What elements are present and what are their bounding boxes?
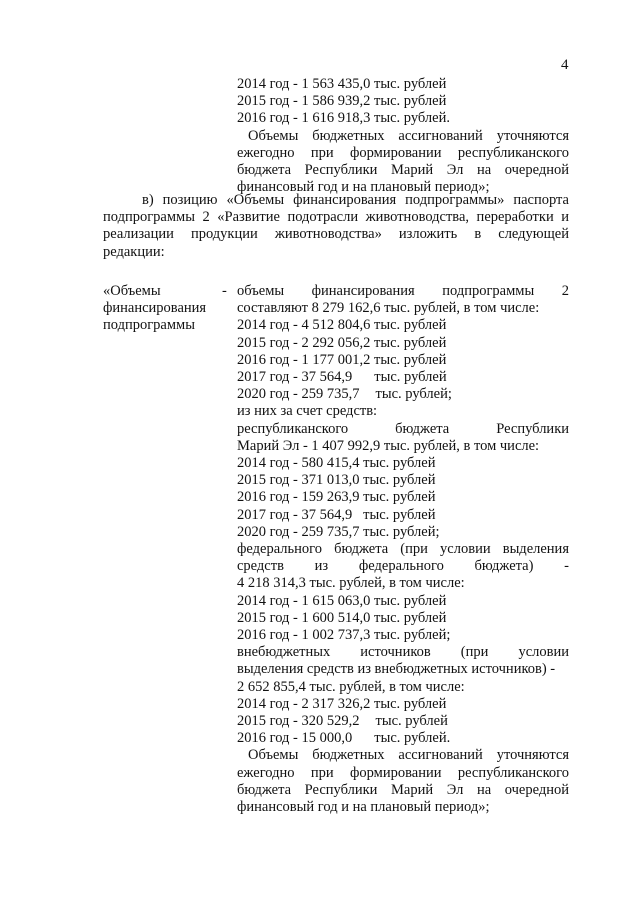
note-line: бюджета Республики Марий Эл на очередной (237, 781, 569, 798)
year-line: 2015 год - 1 600 514,0 тыс. рублей (237, 609, 447, 626)
note-line: Объемы бюджетных ассигнований уточняются (248, 747, 569, 764)
page-number: 4 (561, 57, 569, 73)
year-unit: тыс. рублей; (375, 386, 452, 403)
paragraph-line: реализации продукции животноводства» изложить в следующей (103, 226, 569, 243)
year-unit: тыс. рублей (374, 369, 447, 386)
extrabudget-line: 2 652 855,4 тыс. рублей, в том числе: (237, 678, 465, 695)
year-line: 2014 год - 2 317 326,2 тыс. рублей (237, 695, 447, 712)
amendment-paragraph (103, 192, 569, 261)
year-amount: 2016 год - 15 000,0 (237, 730, 353, 747)
year-line: 2016 год - 1 002 737,3 тыс. рублей; (237, 627, 451, 644)
intro-line: составляют 8 279 162,6 тыс. рублей, в том числе: (237, 300, 540, 317)
note-line: ежегодно при формировании республиканского (237, 144, 569, 161)
federal-line: 4 218 314,3 тыс. рублей, в том числе: (237, 575, 465, 592)
year-unit: тыс. рублей (375, 713, 448, 730)
funding-details (237, 283, 569, 816)
intro-line: объемы финансирования подпрограммы 2 (237, 283, 569, 299)
extrabudget-line: внебюджетных источников (при условии (237, 644, 569, 661)
republic-line: республиканского бюджета Республики (237, 420, 569, 437)
year-line: 2015 год - 371 013,0 тыс. рублей (237, 472, 436, 489)
year-amount: 2017 год - 37 564,9 (237, 369, 353, 386)
year-line: 2014 год - 580 415,4 тыс. рублей (237, 455, 436, 472)
year-line: 2014 год - 4 512 804,6 тыс. рублей (237, 317, 447, 334)
year-line: 2015 год - 2 292 056,2 тыс. рублей (237, 334, 447, 351)
year-line: 2020 год - 259 735,7 тыс. рублей; (237, 523, 440, 540)
note-line: финансовый год и на плановый период»; (237, 799, 490, 816)
label-line: «Объемы (103, 283, 161, 299)
note-line: ежегодно при формировании республиканского (237, 764, 569, 781)
paragraph-line: в) позицию «Объемы финансирования подпрограммы» паспорта (142, 192, 569, 208)
year-line: 2015 год - 1 586 939,2 тыс. рублей (237, 93, 447, 110)
paragraph-line: редакции: (103, 243, 165, 260)
paragraph-line: подпрограммы 2 «Развитие подотрасли животноводства, переработки и (103, 209, 569, 226)
year-line (237, 730, 569, 747)
note-line: Объемы бюджетных ассигнований уточняются (248, 127, 569, 144)
year-line (237, 713, 569, 730)
extrabudget-line: выделения средств из внебюджетных источников) - (237, 661, 556, 678)
year-amount: 2015 год - 320 529,2 (237, 713, 360, 730)
funding-label (103, 283, 231, 335)
federal-line: федерального бюджета (при условии выделения (237, 541, 569, 558)
year-line: 2017 год - 37 564,9 тыс. рублей (237, 506, 436, 523)
label-line: подпрограммы (103, 317, 195, 334)
year-line (237, 386, 569, 403)
republic-line: Марий Эл - 1 407 992,9 тыс. рублей, в том числе: (237, 437, 540, 454)
year-line: 2016 год - 1 177 001,2 тыс. рублей (237, 351, 447, 368)
note-line: финансовый год и на плановый период»; (237, 179, 490, 196)
note-line: бюджета Республики Марий Эл на очередной (237, 162, 569, 179)
sources-heading: из них за счет средств: (237, 403, 378, 420)
year-unit: тыс. рублей. (374, 730, 451, 747)
year-line: 2016 год - 159 263,9 тыс. рублей (237, 489, 436, 506)
federal-line: средств из федерального бюджета) - (237, 558, 569, 575)
year-line: 2014 год - 1 563 435,0 тыс. рублей (237, 76, 447, 92)
year-line: 2014 год - 1 615 063,0 тыс. рублей (237, 592, 447, 609)
year-line (237, 369, 569, 386)
previous-funding-block (237, 76, 569, 196)
year-amount: 2020 год - 259 735,7 (237, 386, 360, 403)
label-dash: - (222, 283, 227, 299)
label-line: финансирования (103, 300, 207, 317)
year-line: 2016 год - 1 616 918,3 тыс. рублей. (237, 110, 450, 127)
